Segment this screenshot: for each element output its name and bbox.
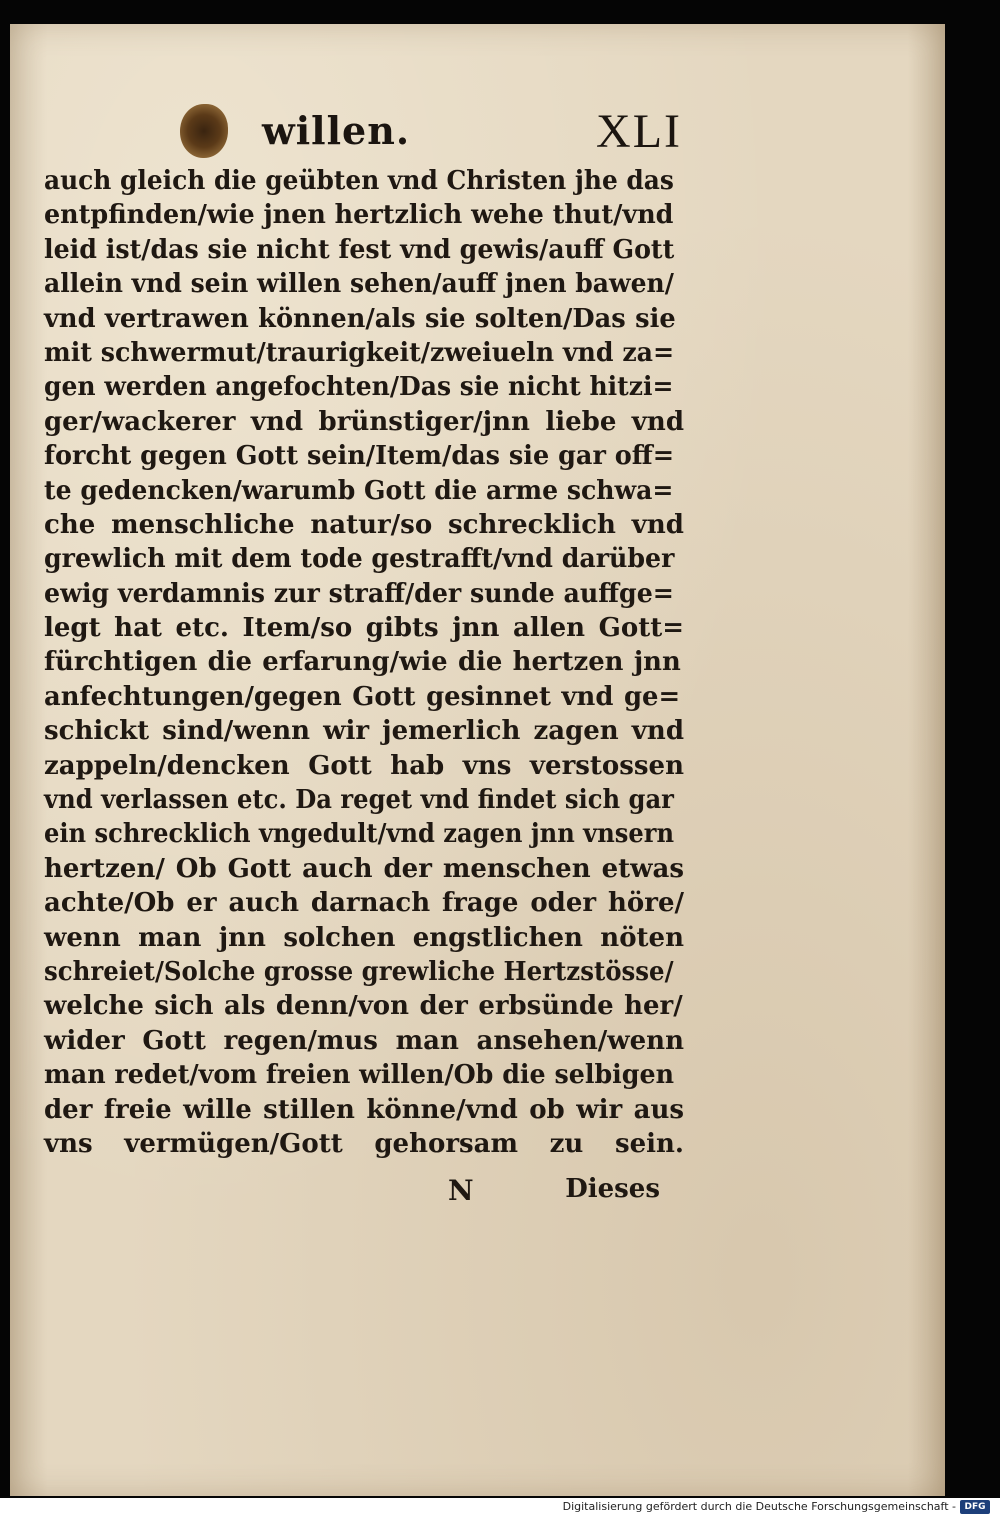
text-line: welche sich als denn/von der erbsünde her/ bbox=[44, 991, 683, 1022]
text-line: che menschliche natur/so schrecklich vnd bbox=[44, 509, 684, 540]
text-line: gen werden angefochten/Das sie nicht hitzi= bbox=[44, 372, 674, 403]
signature-mark: N bbox=[448, 1174, 474, 1207]
text-line: anfechtungen/gegen Gott gesinnet vnd ge= bbox=[44, 681, 681, 712]
text-line: te gedencken/warumb Gott die arme schwa= bbox=[44, 475, 674, 506]
page-foot bbox=[448, 1174, 660, 1214]
text-line: vns vermügen/Gott gehorsam zu sein. bbox=[44, 1128, 684, 1159]
text-line: wenn man jnn solchen engstlichen nöten bbox=[44, 922, 684, 953]
text-line: auch gleich die geübten vnd Christen jhe das bbox=[44, 166, 674, 196]
dfg-logo-icon: DFG bbox=[960, 1500, 990, 1514]
text-line: forcht gegen Gott sein/Item/das sie gar off= bbox=[44, 441, 675, 472]
text-line: legt hat etc. Item/so gibts jnn allen Gott= bbox=[44, 613, 684, 644]
text-line: man redet/vom freien willen/Ob die selbigen bbox=[44, 1060, 675, 1091]
folio-number: XLI bbox=[596, 105, 682, 158]
text-line: mit schwermut/traurigkeit/zweiueln vnd za= bbox=[44, 337, 675, 368]
text-line: wider Gott regen/mus man ansehen/wenn bbox=[44, 1025, 684, 1056]
funding-credit: Digitalisierung gefördert durch die Deutsche Forschungsgemeinschaft - bbox=[562, 1500, 956, 1513]
ink-stain bbox=[180, 104, 228, 158]
text-line: vnd vertrawen können/als sie solten/Das sie bbox=[44, 303, 676, 334]
text-line: ewig verdamnis zur straff/der sunde auffge= bbox=[44, 578, 674, 609]
text-line: allein vnd sein willen sehen/auff jnen bawen/ bbox=[44, 269, 674, 300]
text-line: schreiet/Solche grosse grewliche Hertzstösse/ bbox=[44, 956, 674, 987]
text-line: ger/wackerer vnd brünstiger/jnn liebe vnd bbox=[44, 406, 684, 437]
running-head: willen. bbox=[262, 108, 411, 153]
text-line: schickt sind/wenn wir jemerlich zagen vnd bbox=[44, 716, 684, 747]
text-line: fürchtigen die erfarung/wie die hertzen jnn bbox=[44, 647, 681, 678]
text-line: ein schrecklich vngedult/vnd zagen jnn vnsern bbox=[44, 819, 675, 850]
text-line: zappeln/dencken Gott hab vns verstossen bbox=[44, 750, 684, 781]
text-line: der freie wille stillen könne/vnd ob wir aus bbox=[44, 1094, 684, 1125]
text-line: vnd verlassen etc. Da reget vnd findet sich gar bbox=[44, 785, 674, 816]
text-line: achte/Ob er auch darnach frage oder höre/ bbox=[44, 888, 684, 919]
footer-bar bbox=[0, 1498, 1000, 1517]
text-line: grewlich mit dem tode gestrafft/vnd darüber bbox=[44, 544, 675, 575]
text-line: entpfinden/wie jnen hertzlich wehe thut/vnd bbox=[44, 200, 674, 231]
body-text bbox=[44, 164, 684, 1161]
catchword: Dieses bbox=[565, 1174, 660, 1204]
text-line: hertzen/ Ob Gott auch der menschen etwas bbox=[44, 853, 684, 884]
text-line: leid ist/das sie nicht fest vnd gewis/auff Gott bbox=[44, 234, 675, 265]
